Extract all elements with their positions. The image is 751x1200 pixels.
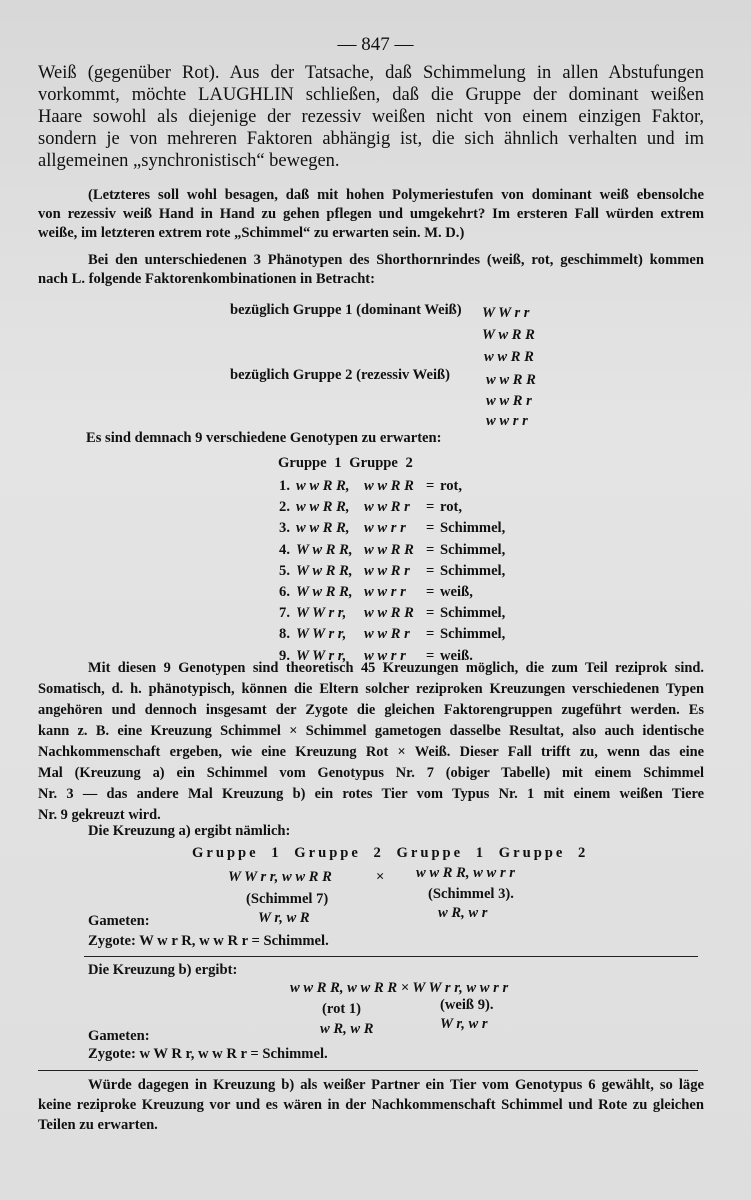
text-line: weiße, im letzteren extrem rote „Schimmel“ zu erwarten sein. M. D.) [38,225,465,241]
paragraph-1 [38,62,704,172]
cross-a-right-gametes: w R, w r [438,905,488,921]
rule-line [38,1070,698,1071]
cross-a-header: Gruppe 1 Gruppe 2 Gruppe 1 Gruppe 2 [192,845,589,861]
table-row: 7. W W r r, w w R R = Schimmel, [279,605,506,622]
table-row: 8. W W r r, w w R r = Schimmel, [279,626,506,643]
text-line: Würde dagegen in Kreuzung b) als weißer Partner ein Tier vom Genotypus 6 gewählt, so läge [88,1077,704,1093]
text-line: Bei den unterschiedenen 3 Phänotypen des Shorthornrindes (weiß, rot, geschimmelt) kommen [88,252,704,268]
text-line: Nr. 9 gekreuzt wird. [38,807,161,823]
text-line: Nr. 3 — das andere Mal Kreuzung b) ein rotes Tier vom Typus Nr. 1 mit einem weißen Tiere [38,786,704,802]
text-line: sondern je von mehreren Faktoren abhängig ist, die sich ähnlich verhalten und im [38,129,704,149]
text-line: von rezessiv weiß Hand in Hand zu gehen pflegen und umgekehrt? Im ersteren Fall würden extrem [38,206,704,222]
text-line: Weiß (gegenüber Rot). Aus der Tatsache, daß Schimmelung in allen Abstufungen [38,63,704,83]
cross-b-genotypes: w w R R, w w R R × W W r r, w w r r [290,980,509,996]
text-line: keine reziproke Kreuzung vor und es wären in der Nachkommenschaft Schimmel und Rote zu gleichen [38,1097,704,1113]
cross-b-zygote: Zygote: w W R r, w w R r = Schimmel. [88,1046,328,1062]
cross-a-left-genotype: W W r r, w w R R [228,869,332,885]
genotype: W W r r [482,305,530,321]
cross-b-left-note: (rot 1) [322,1001,362,1017]
paragraph-4 [38,658,704,826]
text-line: Nachkommenschaft ergeben, wie eine Kreuzung Rot × Weiß. Dieser Fall trifft zu, wenn das eine [38,744,704,760]
cross-b-right-note: (weiß 9). [440,997,494,1013]
text-line: Haare sowohl als diejenige der rezessiv weißen nicht von einem einzigen Faktor, [38,107,704,127]
group-1-label: bezüglich Gruppe 1 (dominant Weiß) [230,302,462,318]
table-row: 4. W w R R, w w R R = Schimmel, [279,541,506,558]
cross-a-intro: Die Kreuzung a) ergibt nämlich: [88,823,291,839]
gameten-label: Gameten: [88,1028,150,1044]
genotype: w w R R [484,349,534,365]
rule-line [84,956,698,957]
paragraph-2 [38,251,704,289]
text-line: kann z. B. eine Kreuzung Schimmel × Schimmel gametogen dasselbe Resultat, also auch identische [38,723,704,739]
table-row: 3. w w R R, w w r r = Schimmel, [279,520,506,537]
gameten-label: Gameten: [88,913,150,929]
page-number: — 847 — [337,34,414,55]
table-row: 2. w w R R, w w R r = rot, [279,499,463,516]
text-line: Somatisch, d. h. phänotypisch, können die Eltern solcher reziproken Kreuzungen verschiedenen Typen [38,681,704,697]
genotype: w w r r [486,413,528,429]
cross-b-right-gametes: W r, w r [440,1016,488,1032]
genotype: w w R R [486,372,536,388]
cross-a-left-note: (Schimmel 7) [246,891,329,907]
table-row: 9. W W r r, w w r r = weiß. [279,647,473,664]
cross-a-left-gametes: W r, w R [258,910,310,926]
table-row: 1. w w R R, w w R R = rot, [279,478,463,494]
cross-symbol: × [376,869,385,885]
text-line: angehören und dennoch insgesamt der Zygote die gleichen Faktorengruppen zugeführt werden. Es [38,702,704,718]
cross-a-zygote: Zygote: W w r R, w w R r = Schimmel. [88,933,329,949]
cross-a-right-note: (Schimmel 3). [428,886,514,902]
cross-b-intro: Die Kreuzung b) ergibt: [88,962,238,978]
table-row: 6. W w R R, w w r r = weiß, [279,583,473,600]
paragraph-3: Es sind demnach 9 verschiedene Genotypen zu erwarten: [86,430,442,446]
text-line: (Letzteres soll wohl besagen, daß mit hohen Polymeriestufen von dominant weiß ebensolche [88,187,704,203]
text-line: Mal (Kreuzung a) ein Schimmel vom Genotypus Nr. 7 (obiger Tabelle) mit einem Schimmel [38,765,704,781]
genotype: W w R R [482,327,535,343]
text-line: Teilen zu erwarten. [38,1117,158,1133]
text-line: Mit diesen 9 Genotypen sind theoretisch 45 Kreuzungen möglich, die zum Teil reziprok sind. [88,660,704,676]
text-line: vorkommt, möchte LAUGHLIN schließen, daß die Gruppe der dominant weißen [38,85,704,105]
table-header: Gruppe 1 Gruppe 2 [278,455,413,471]
text-line: allgemeinen „synchronistisch“ bewegen. [38,151,340,171]
cross-b-left-gametes: w R, w R [320,1021,374,1037]
genotype-table [270,478,505,669]
text-line: nach L. folgende Faktorenkombinationen in Betracht: [38,271,376,287]
table-row: 5. W w R R, w w R r = Schimmel, [279,562,506,579]
cross-a-right-genotype: w w R R, w w r r [416,865,515,881]
editor-note [38,186,704,243]
group-2-label: bezüglich Gruppe 2 (rezessiv Weiß) [230,367,450,383]
genotype: w w R r [486,393,532,409]
paragraph-5 [38,1075,704,1135]
